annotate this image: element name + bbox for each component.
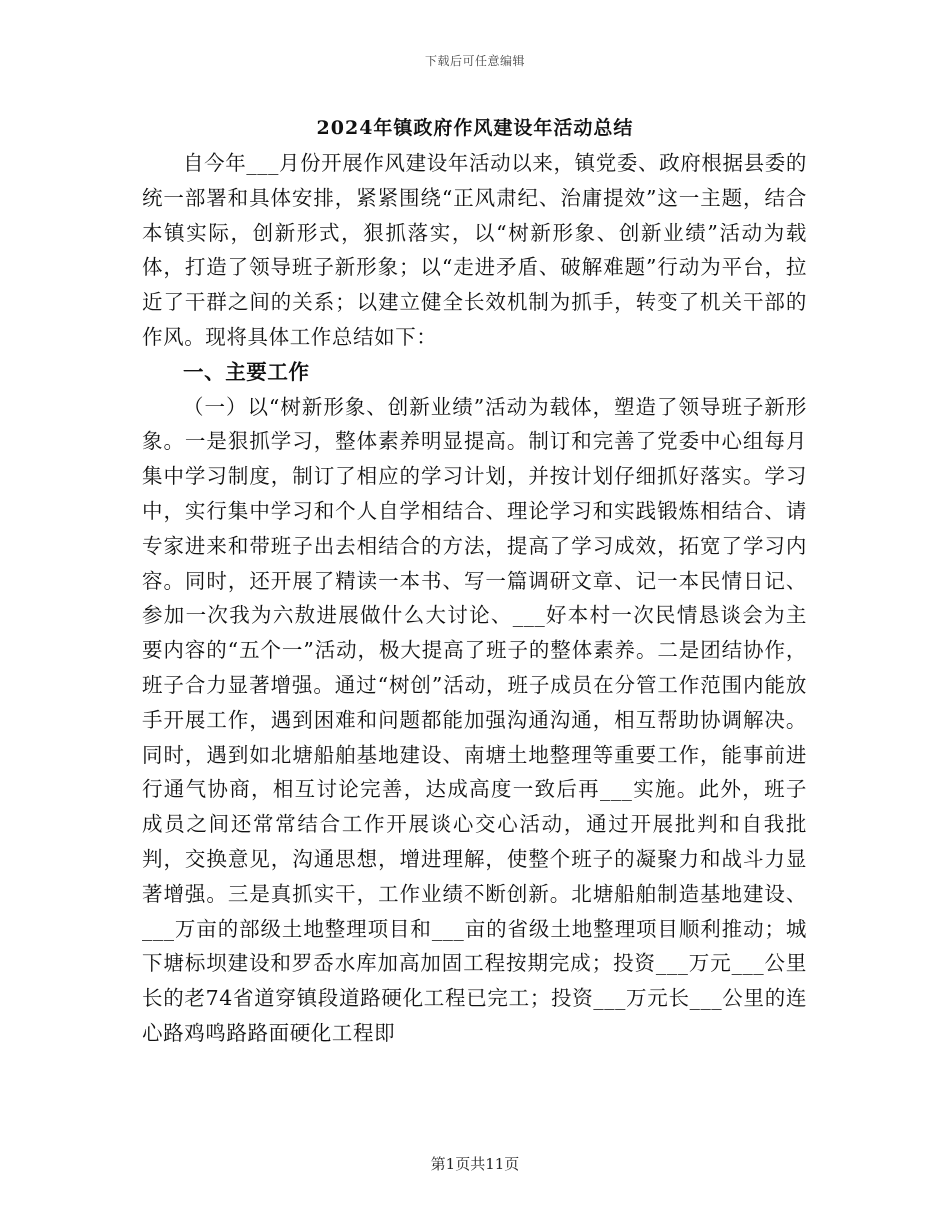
page-footer: 第1页共11页: [430, 1155, 520, 1173]
document-body: [142, 146, 807, 1051]
header-note: 下载后可任意编辑: [424, 54, 525, 68]
body-paragraph: （一）以“树新形象、创新业绩”活动为载体，塑造了领导班子新形象。一是狠抓学习，整体素养明显提高。制订和完善了党委中心组每月集中学习制度，制订了相应的学习计划，并按计划仔细抓好落实。学习中，实行集中学习和个人自学相结合、理论学习和实践锻炼相结合、请专家进来和带班子出去相结合的方法，提高了学习成效，拓宽了学习内容。同时，还开展了精读一本书、写一篇调研文章、记一本民情日记、参加一次我为六敖进展做什么大讨论、___好本村一次民情恳谈会为主要内容的“五个一”活动，极大提高了班子的整体素养。二是团结协作，班子合力显著增强。通过“树创”活动，班子成员在分管工作范围内能放手开展工作，遇到困难和问题都能加强沟通沟通，相互帮助协调解决。同时，遇到如北塘船舶基地建设、南塘土地整理等重要工作，能事前进行通气协商，相互讨论完善，达成高度一致后再___实施。此外，班子成员之间还常常结合工作开展谈心交心活动，通过开展批判和自我批判，交换意见，沟通思想，增进理解，使整个班子的凝聚力和战斗力显著增强。三是真抓实干，工作业绩不断创新。北塘船舶制造基地建设、___万亩的部级土地整理项目和___亩的省级土地整理项目顺利推动；城下塘标坝建设和罗岙水库加高加固工程按期完成；投资___万元___公里长的老74省道穿镇段道路硬化工程已完工；投资___万元长___公里的连心路鸡鸣路路面硬化工程即: [142, 394, 807, 1045]
intro-paragraph: 自今年___月份开展作风建设年活动以来，镇党委、政府根据县委的统一部署和具体安排，紧紧围绕“正风肃纪、治庸提效”这一主题，结合本镇实际，创新形式，狠抓落实，以“树新形象、创新业绩”活动为载体，打造了领导班子新形象；以“走进矛盾、破解难题”行动为平台，拉近了干群之间的关系；以建立健全长效机制为抓手，转变了机关干部的作风。现将具体工作总结如下：: [142, 151, 807, 349]
section-heading: 一、主要工作: [183, 359, 310, 384]
document-title: 2024年镇政府作风建设年活动总结: [316, 117, 634, 139]
